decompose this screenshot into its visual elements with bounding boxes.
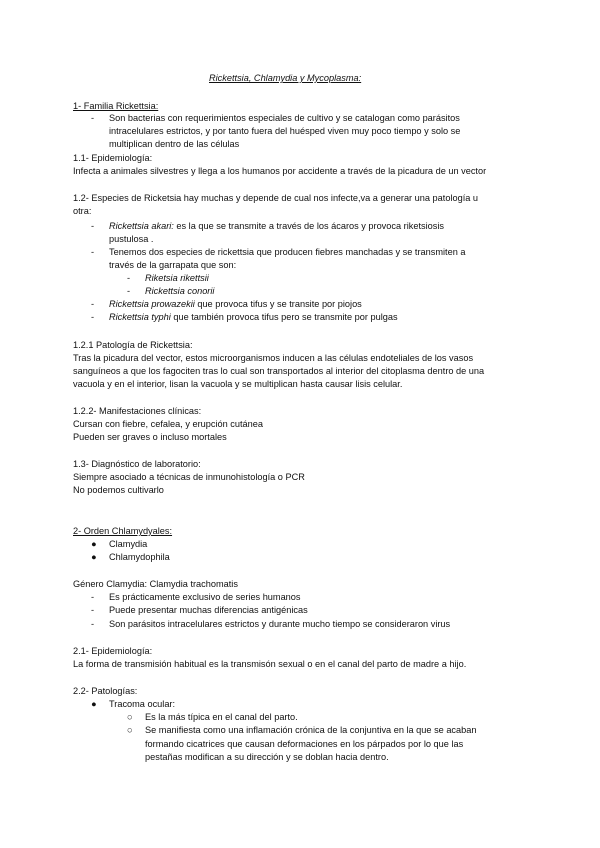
pathologies-heading: 2.2- Patologías: bbox=[73, 686, 138, 696]
tracoma-point-cont: pestañas modifican a su dirección y se doblan hacia dentro. bbox=[145, 752, 389, 762]
spotted-fever-text: través de la garrapata que son: bbox=[109, 260, 237, 270]
intro-line: multiplican dentro de las células bbox=[109, 139, 240, 149]
species-akari bbox=[109, 220, 444, 232]
species-text: que provoca tifus y se transite por piojos bbox=[194, 299, 362, 309]
dash-bullet: - bbox=[91, 113, 95, 123]
genus-point: Es prácticamente exclusivo de series humanos bbox=[109, 592, 301, 602]
document-title: Rickettsia, Chlamydia y Mycoplasma: bbox=[209, 73, 362, 83]
species-name: Rickettsia prowazekii bbox=[109, 299, 195, 309]
manifestations-heading: 1.2.2- Manifestaciones clínicas: bbox=[73, 406, 202, 416]
circle-bullet: ○ bbox=[127, 712, 133, 722]
section-1-heading: 1- Familia Rickettsia: bbox=[73, 101, 159, 111]
tracoma-point: Se manifiesta como una inflamación crónica de la conjuntiva en la que se acaban bbox=[145, 725, 477, 735]
species-prowazekii bbox=[109, 298, 362, 310]
species-heading: 1.2- Especies de Ricketsia hay muchas y depende de cual nos infecte,va a generar una patología u bbox=[73, 193, 479, 203]
species-akari-cont: pustulosa . bbox=[109, 234, 154, 244]
dash-bullet: - bbox=[91, 619, 95, 629]
epidemiology-text: Infecta a animales silvestres y llega a los humanos por accidente a través de la picadura de un vector bbox=[73, 166, 487, 176]
dash-bullet: - bbox=[91, 592, 95, 602]
tracoma-point-cont: formando cicatrices que causan deformaciones en los párpados por lo que las bbox=[145, 739, 464, 749]
epidemiology-2-heading: 2.1- Epidemiología: bbox=[73, 646, 153, 656]
dash-bullet: - bbox=[127, 273, 131, 283]
pathology-heading: 1.2.1 Patología de Rickettsia: bbox=[73, 340, 193, 350]
genus-item: Clamydia bbox=[109, 539, 148, 549]
diagnosis-text: Siempre asociado a técnicas de inmunohistología o PCR bbox=[73, 472, 305, 482]
species-text: es la que se transmite a través de los ácaros y provoca riketsiosis bbox=[173, 221, 444, 231]
dot-bullet: ● bbox=[91, 539, 97, 549]
genus-point: Son parásitos intracelulares estrictos y durante mucho tiempo se consideraron virus bbox=[109, 619, 451, 629]
species-text: que también provoca tifus pero se transmite por pulgas bbox=[170, 312, 398, 322]
section-2-heading: 2- Orden Chlamydyales: bbox=[73, 526, 173, 536]
tracoma-point: Es la más típica en el canal del parto. bbox=[145, 712, 298, 722]
intro-line: Son bacterias con requerimientos especiales de cultivo y se catalogan como parásitos bbox=[109, 113, 460, 123]
species-name: Rickettsia typhi bbox=[109, 312, 171, 322]
dash-bullet: - bbox=[127, 286, 131, 296]
species-name: Rickettsia akari: bbox=[109, 221, 174, 231]
manifestations-text: Pueden ser graves o incluso mortales bbox=[73, 432, 227, 442]
intro-line: intracelulares estrictos, y por tanto fuera del huésped viven muy poco tiempo y solo se bbox=[109, 126, 461, 136]
diagnosis-heading: 1.3- Diagnóstico de laboratorio: bbox=[73, 459, 201, 469]
dash-bullet: - bbox=[91, 299, 95, 309]
circle-bullet: ○ bbox=[127, 725, 133, 735]
manifestations-text: Cursan con fiebre, cefalea, y erupción cutánea bbox=[73, 419, 263, 429]
dot-bullet: ● bbox=[91, 699, 97, 709]
dash-bullet: - bbox=[91, 312, 95, 322]
diagnosis-text: No podemos cultivarlo bbox=[73, 485, 164, 495]
dash-bullet: - bbox=[91, 605, 95, 615]
dash-bullet: - bbox=[91, 221, 95, 231]
genus-point: Puede presentar muchas diferencias antigénicas bbox=[109, 605, 308, 615]
species-typhi bbox=[109, 311, 398, 323]
epidemiology-2-text: La forma de transmisión habitual es la transmisón sexual o en el canal del parto de madre a hijo. bbox=[73, 659, 467, 669]
species-heading: otra: bbox=[73, 206, 92, 216]
epidemiology-heading: 1.1- Epidemiología: bbox=[73, 153, 153, 163]
pathology-text: vacuola y en el interior, lisan la vacuola y se multiplican hasta causar lisis celular. bbox=[73, 379, 403, 389]
genus-item: Chlamydophila bbox=[109, 552, 170, 562]
spotted-fever-text: Tenemos dos especies de rickettsia que producen fiebres manchadas y se transmiten a bbox=[109, 247, 466, 257]
pathology-text: sanguíneos a que los fagociten tras lo cual son transportados al interior del citoplasma dentro de una bbox=[73, 366, 485, 376]
dash-bullet: - bbox=[91, 247, 95, 257]
genus-heading: Género Clamydia: Clamydia trachomatis bbox=[73, 579, 238, 589]
sub-species: Riketsia rikettsii bbox=[145, 273, 209, 283]
dot-bullet: ● bbox=[91, 552, 97, 562]
pathology-text: Tras la picadura del vector, estos microorganismos inducen a las células endoteliales de los vasos bbox=[73, 353, 474, 363]
tracoma-item: Tracoma ocular: bbox=[109, 699, 176, 709]
sub-species: Rickettsia conorii bbox=[145, 286, 215, 296]
